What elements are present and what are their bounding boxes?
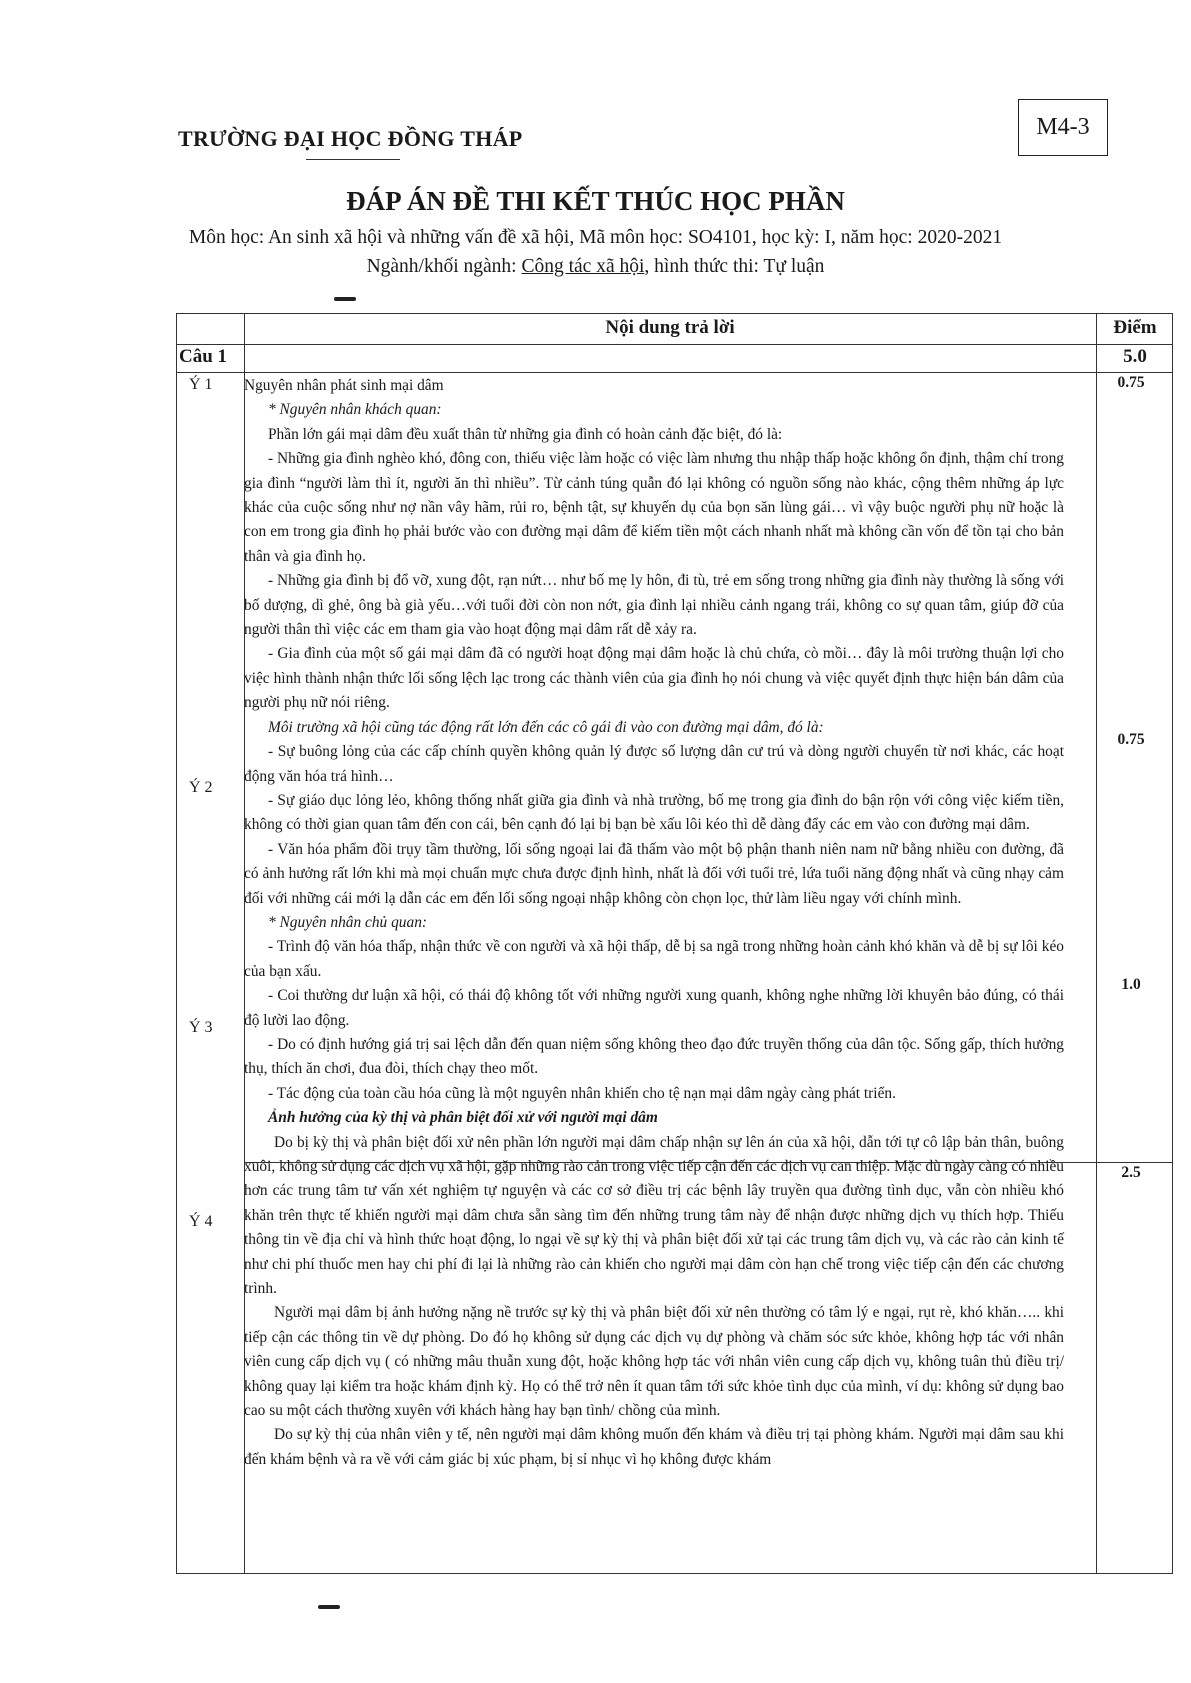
major-prefix: Ngành/khối ngành:	[366, 256, 522, 277]
para-broken-families: - Những gia đình bị đổ vỡ, xung đột, rạn nứt… như bố mẹ ly hôn, đi tù, trẻ em sống trong những gia đình này thường là sống với bố dượng, dì ghẻ, ông bà già yếu…với tuổi đời còn non nớt, gia đình lại nhiều cảnh ngang trái, không co sự quan tâm, giúp đỡ của người thân thì việc các em tham gia vào hoạt động mại dâm rất dễ xảy ra.	[244, 572, 1064, 639]
para-stigma-heading: Ảnh hưởng của kỳ thị và phân biệt đối xử với người mại dâm	[268, 1109, 658, 1127]
answer-content	[244, 374, 1064, 1472]
para-low-education: - Trình độ văn hóa thấp, nhận thức về con người và xã hội thấp, dễ bị sa ngã trong những hoàn cảnh khó khăn và dễ bị sự lôi kéo của bạn xấu.	[244, 938, 1064, 980]
row-divider-header	[177, 344, 1172, 345]
page-title: ĐÁP ÁN ĐỀ THI KẾT THÚC HỌC PHẦN	[346, 186, 845, 216]
item-score-2: 0.75	[1117, 731, 1145, 748]
score-header: Điểm	[1113, 317, 1157, 338]
question-label: Câu 1	[179, 346, 228, 367]
para-social-environment: Môi trường xã hội cũng tác động rất lớn đến các cô gái đi vào con đường mại dâm, đó là:	[268, 718, 824, 736]
item-label-1: Ý 1	[189, 376, 213, 393]
para-objective-causes: * Nguyên nhân khách quan:	[268, 401, 442, 419]
content-header: Nội dung trả lời	[605, 317, 735, 338]
item-score-3: 1.0	[1121, 976, 1141, 993]
item-label-4: Ý 4	[189, 1213, 213, 1230]
scan-mark	[334, 297, 356, 301]
question-score: 5.0	[1123, 346, 1147, 367]
scan-mark	[318, 1605, 340, 1609]
col-divider-score	[1096, 314, 1097, 1573]
row-divider-question	[177, 372, 1172, 373]
major-info	[0, 256, 1191, 278]
item-score-4: 2.5	[1121, 1164, 1141, 1181]
exam-form: , hình thức thi: Tự luận	[644, 256, 825, 277]
para-loose-education: - Sự giáo dục lỏng lẻo, không thống nhất giữa gia đình và nhà trường, bố mẹ trong gia đình do bận rộn với công việc kiếm tiền, không có thời gian quan tâm đến con cái, bên cạnh đó lại bị bạn bè xấu lôi kéo thì dễ dàng đẩy các em vào con đường mại dâm.	[244, 791, 1064, 834]
answer-table	[176, 313, 1173, 1574]
item-label-3: Ý 3	[189, 1019, 213, 1036]
school-name: TRƯỜNG ĐẠI HỌC ĐỒNG THÁP	[178, 126, 523, 151]
item-score-1: 0.75	[1117, 374, 1145, 391]
para-stigma-prevention: Người mại dâm bị ảnh hưởng nặng nề trước sự kỳ thị và phân biệt đối xử nên thường có tâm lý e ngại, rụt rè, khó khăn….. khi tiếp cận các thông tin về dự phòng. Do đó họ không sử dụng các dịch vụ dự phòng và chăm sóc sức khỏe, không hợp tác với nhân viên cung cấp dịch vụ ( có những mâu thuẫn xung đột, hoặc không hợp tác với nhân viên cung cấp dịch vụ, không tuân thủ điều trị/ không quay lại kiểm tra hoặc khám định kỳ. Họ có thể trở nên ít quan tâm tới sức khỏe tình dục của mình, ví dụ: không sử dụng bao cao su một cách thường xuyên với khách hàng hay bạn tình/ chồng của mình.	[244, 1304, 1064, 1420]
para-public-opinion: - Coi thường dư luận xã hội, có thái độ không tốt với những người xung quanh, không nghe những lời khuyên bảo đúng, có thái độ lười lao động.	[244, 987, 1064, 1029]
para-family-background: Phần lớn gái mại dâm đều xuất thân từ những gia đình có hoàn cảnh đặc biệt, đó là:	[268, 425, 783, 443]
para-heading-causes: Nguyên nhân phát sinh mại dâm	[244, 377, 444, 394]
para-globalization: - Tác động của toàn cầu hóa cũng là một nguyên nhân khiến cho tệ nạn mại dâm ngày càng phát triển.	[268, 1084, 896, 1102]
para-subjective-causes: * Nguyên nhân chủ quan:	[268, 913, 428, 931]
course-info: Môn học: An sinh xã hội và những vấn đề xã hội, Mã môn học: SO4101, học kỳ: I, năm học: 2020-2021	[188, 227, 1003, 248]
item-label-2: Ý 2	[189, 779, 213, 796]
para-culture: - Văn hóa phẩm đồi trụy tầm thường, lối sống ngoại lai đã thấm vào một bộ phận thanh niên nam nữ bằng nhiều con đường, đã có ảnh hưởng rất lớn khi mà mọi chuẩn mực chưa được định hình, nhất là đối với tuổi trẻ, lứa tuổi năng động nhất và cũng nhạy cảm đối với những cái mới lạ dẫn các em đến lối sống ngoại nhập không còn chọn lọc, thử làm liều ngay với chính mình.	[244, 840, 1064, 907]
exam-code-box	[1018, 99, 1108, 156]
para-stigma-services: Do bị kỳ thị và phân biệt đối xử nên phần lớn người mại dâm chấp nhận sự lên án của xã hội, dẫn tới tự cô lập bản thân, buông xuôi, không sử dụng các dịch vụ xã hội, gặp những rào cản trong việc tiếp cận đến các dịch vụ can thiệp. Mặc dù ngày càng có nhiều hơn các trung tâm tư vấn xét nghiệm tự nguyện và các cơ sở điều trị các bệnh lây truyền qua đường tình dục, vẫn còn nhiều khó khăn trên thực tế khiến người mại dâm chưa sẵn sàng tìm đến những trung tâm này để nhận được những dịch vụ thích hợp. Thiếu thông tin về địa chỉ và hình thức hoạt động, lo ngại về sự kỳ thị và phân biệt đối xử tại các trung tâm dịch vụ, và các rào cản kinh tế như chi phí thuốc men hay chi phí đi lại là những rào cản khiến cho người mại dâm còn hạn chế trong việc tiếp cận đến các chương trình.	[244, 1133, 1064, 1298]
para-medical-stigma: Do sự kỳ thị của nhân viên y tế, nên người mại dâm không muốn đến khám và điều trị tại phòng khám. Người mại dâm sau khi đến khám bệnh và ra về với cảm giác bị xúc phạm, bị sỉ nhục vì họ không được khám	[244, 1426, 1064, 1468]
para-poor-families: - Những gia đình nghèo khó, đông con, thiếu việc làm hoặc có việc làm nhưng thu nhập thấp hoặc không ổn định, thậm chí trong gia đình “người làm thì ít, người ăn thì nhiều”. Từ cảnh túng quẫn đó lại không có nguồn sống nào khác, cộng thêm những áp lực khác của cuộc sống như nợ nần vây hãm, rủi ro, bệnh tật, sự khuyến dụ của bọn săn lùng gái… vì vậy buộc người phụ nữ hoặc là con em trong gia đình họ phải bước vào con đường mại dâm để kiếm tiền một cách nhanh nhất mà không cần vốn để tồn tại cho bản thân và gia đình họ.	[244, 450, 1064, 565]
school-underline	[306, 159, 400, 160]
para-wrong-values: - Do có định hướng giá trị sai lệch dẫn đến quan niệm sống không theo đạo đức truyền thống của dân tộc. Sống gấp, thích hưởng thụ, thích ăn chơi, đua đòi, thích chạy theo mốt.	[244, 1035, 1064, 1078]
major-name: Công tác xã hội	[521, 256, 645, 277]
para-family-prostitution: - Gia đình của một số gái mại dâm đã có người hoạt động mại dâm hoặc là chủ chứa, cò mồi… đây là môi trường thuận lợi cho việc hình thành nhận thức lối sống lệch lạc trong các thành viên của gia đình họ nói chung và việc quyết định thực hiện bán dâm của người phụ nữ nói riêng.	[244, 645, 1064, 712]
para-lax-government: - Sự buông lỏng của các cấp chính quyền không quản lý được số lượng dân cư trú và dòng người chuyển từ nơi khác, các hoạt động văn hóa trá hình…	[244, 743, 1064, 785]
exam-code: M4-3	[1036, 114, 1090, 140]
